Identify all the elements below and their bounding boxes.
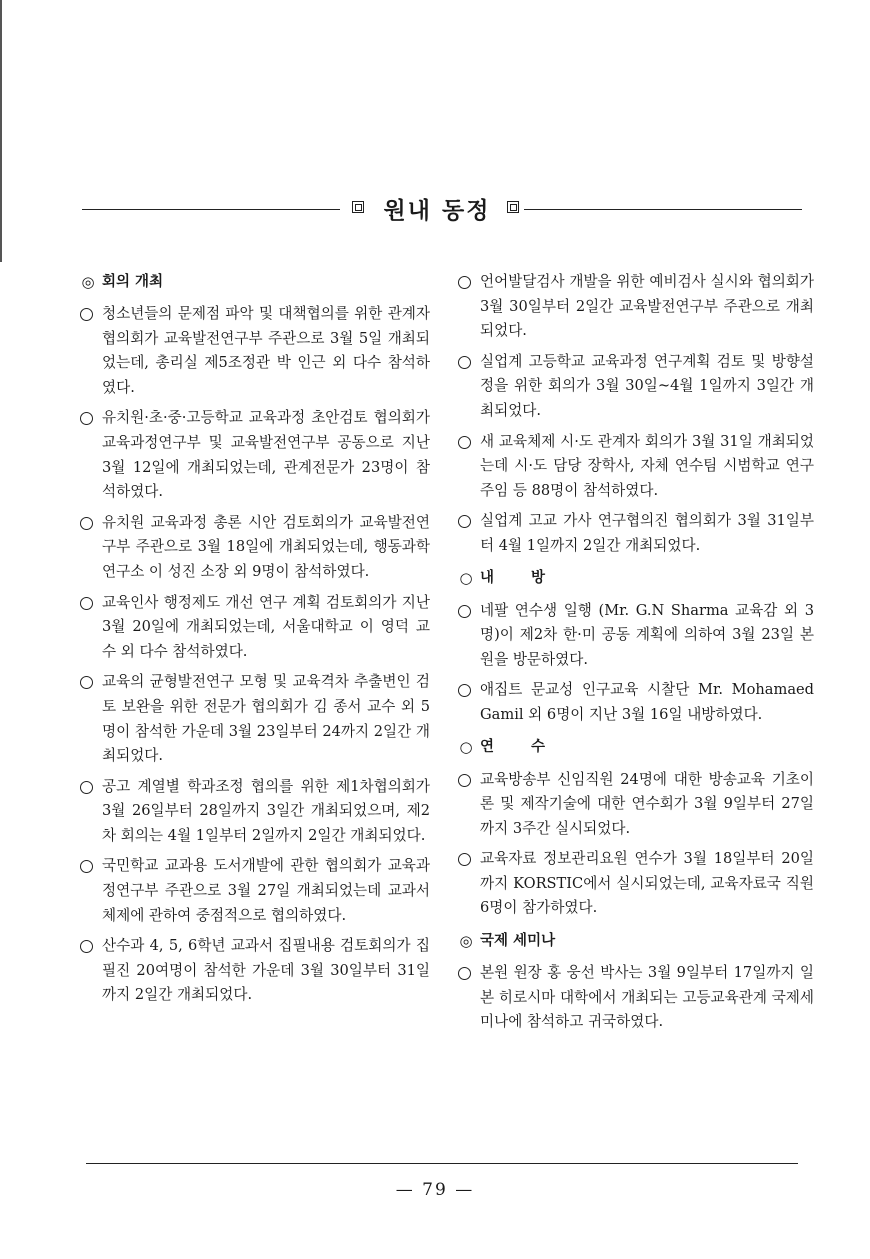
section-heading-label: 연 수 (480, 739, 562, 756)
item-text: 실업계 고등학교 교육과정 연구계획 검토 및 방향설정을 위한 회의가 3월 30일~4월 1일까지 3일간 개최되었다. (480, 352, 814, 419)
item-text: 교육자료 정보관리요원 연수가 3월 18일부터 20일까지 KORSTIC에서 실시되었는데, 교육자료국 직원 6명이 참가하였다. (480, 850, 814, 917)
item-text: 실업계 고교 가사 연구협의진 협의회가 3월 31일부터 4월 1일까지 2일간 개최되었다. (480, 512, 814, 554)
circle-bullet-icon (458, 436, 471, 449)
list-item (456, 768, 814, 842)
list-item (456, 847, 814, 921)
item-text: 청소년들의 문제점 파악 및 대책협의를 위한 관계자 협의회가 교육발전연구부 주관으로 3월 5일 개최되었는데, 총리실 제5조정관 박 인근 외 다수 참석하였다. (102, 305, 430, 396)
circle-icon: ○ (459, 569, 473, 588)
list-item (456, 599, 814, 673)
square-ornament-icon (352, 201, 364, 213)
circle-bullet-icon (80, 940, 93, 953)
circle-bullet-icon (80, 517, 93, 530)
item-text: 새 교육체제 시·도 관계자 회의가 3월 31일 개최되었는데 시·도 담당 장학사, 자체 연수팀 시범학교 연구주임 등 88명이 참석하였다. (480, 432, 814, 499)
circle-bullet-icon (80, 676, 93, 689)
circle-bullet-icon (80, 597, 93, 610)
section-heading-seminar (456, 929, 814, 953)
item-text: 유치원 교육과정 총론 시안 검토회의가 교육발전연구부 주관으로 3월 18일에 개최되었는데, 행동과학연구소 이 성진 소장 외 9명이 참석하였다. (102, 513, 430, 580)
binding-edge (0, 0, 2, 262)
item-text: 교육인사 행정제도 개선 연구 계획 검토회의가 지난 3월 20일에 개최되었는데, 서울대학교 이 영덕 교수 외 다수 참석하였다. (102, 593, 430, 660)
item-text: 애집트 문교성 인구교육 시찰단 Mr. Mohamaed Gamil 외 6명이 지난 3월 16일 내방하였다. (480, 681, 814, 723)
circle-bullet-icon (80, 860, 93, 873)
list-item (78, 591, 430, 665)
section-heading-label: 회의 개최 (102, 273, 164, 290)
list-item (456, 961, 814, 1035)
circle-icon: ○ (459, 738, 473, 757)
circle-bullet-icon (458, 605, 471, 618)
footer-rule (86, 1163, 798, 1164)
list-item (78, 406, 430, 504)
circle-bullet-icon (458, 276, 471, 289)
page-title: 원내 동정 (383, 197, 491, 224)
list-item (456, 350, 814, 424)
list-item (456, 270, 814, 344)
list-item (78, 302, 430, 400)
title-row (82, 190, 802, 230)
list-item (456, 509, 814, 558)
square-ornament-icon (507, 201, 519, 213)
circle-bullet-icon (458, 853, 471, 866)
list-item (78, 934, 430, 1008)
list-item (456, 678, 814, 727)
item-text: 국민학교 교과용 도서개발에 관한 협의회가 교육과정연구부 주관으로 3월 27일 개최되었는데 교과서 체제에 관하여 중점적으로 협의하였다. (102, 857, 430, 924)
list-item (456, 430, 814, 504)
list-item (78, 775, 430, 849)
title-rule-right (524, 209, 802, 210)
item-text: 공고 계열별 학과조정 협의를 위한 제1차협의회가 3월 26일부터 28일까지 3일간 개최되었으며, 제2차 회의는 4월 1일부터 2일까지 2일간 개최되었다. (102, 777, 430, 844)
title-rule-left (82, 209, 340, 210)
item-text: 유치원·초·중·고등학교 교육과정 초안검토 협의회가 교육과정연구부 및 교육발전연구부 공동으로 지난 3월 12일에 개최되었는데, 관계전문가 23명이 참석하였다. (102, 409, 430, 501)
item-text: 교육방송부 신임직원 24명에 대한 방송교육 기초이론 및 제작기술에 대한 연수회가 3월 9일부터 27일까지 3주간 실시되었다. (480, 770, 814, 837)
section-heading-label: 국제 세미나 (480, 932, 556, 949)
circle-bullet-icon (458, 515, 471, 528)
circle-bullet-icon (80, 308, 93, 321)
right-column (456, 270, 814, 1041)
section-heading-visits (456, 567, 814, 591)
section-heading-training (456, 736, 814, 760)
circle-bullet-icon (458, 356, 471, 369)
list-item (78, 670, 430, 768)
list-item (78, 511, 430, 585)
item-text: 본원 원장 홍 웅선 박사는 3월 9일부터 17일까지 일본 히로시마 대학에서 개최되는 고등교육관계 국제세미나에 참석하고 귀국하였다. (480, 964, 814, 1031)
circle-bullet-icon (458, 967, 471, 980)
double-circle-icon: ◎ (81, 272, 95, 291)
page-number: — 79 — (395, 1180, 475, 1200)
circle-bullet-icon (80, 781, 93, 794)
item-text: 언어발달검사 개발을 위한 예비검사 실시와 협의회가 3월 30일부터 2일간 교육발전연구부 주관으로 개최되었다. (480, 273, 814, 340)
circle-bullet-icon (458, 774, 471, 787)
section-heading-meetings (78, 270, 430, 294)
circle-bullet-icon (458, 684, 471, 697)
left-column (78, 270, 430, 1014)
double-circle-icon: ◎ (459, 931, 473, 950)
list-item (78, 854, 430, 928)
circle-bullet-icon (80, 412, 93, 425)
section-heading-label: 내 방 (480, 570, 562, 587)
item-text: 산수과 4, 5, 6학년 교과서 집필내용 검토회의가 집필진 20여명이 참석한 가운데 3월 30일부터 31일까지 2일간 개최되었다. (102, 937, 430, 1004)
item-text: 교육의 균형발전연구 모형 및 교육격차 추출변인 검토 보완을 위한 전문가 협의회가 김 종서 교수 외 5명이 참석한 가운데 3월 23일부터 24까지 2일간 개최되었다. (102, 673, 430, 765)
item-text: 네팔 연수생 일행 (Mr. G.N Sharma 교육감 외 3명)이 제2차 한·미 공동 계획에 의하여 3월 23일 본원을 방문하였다. (480, 601, 814, 668)
